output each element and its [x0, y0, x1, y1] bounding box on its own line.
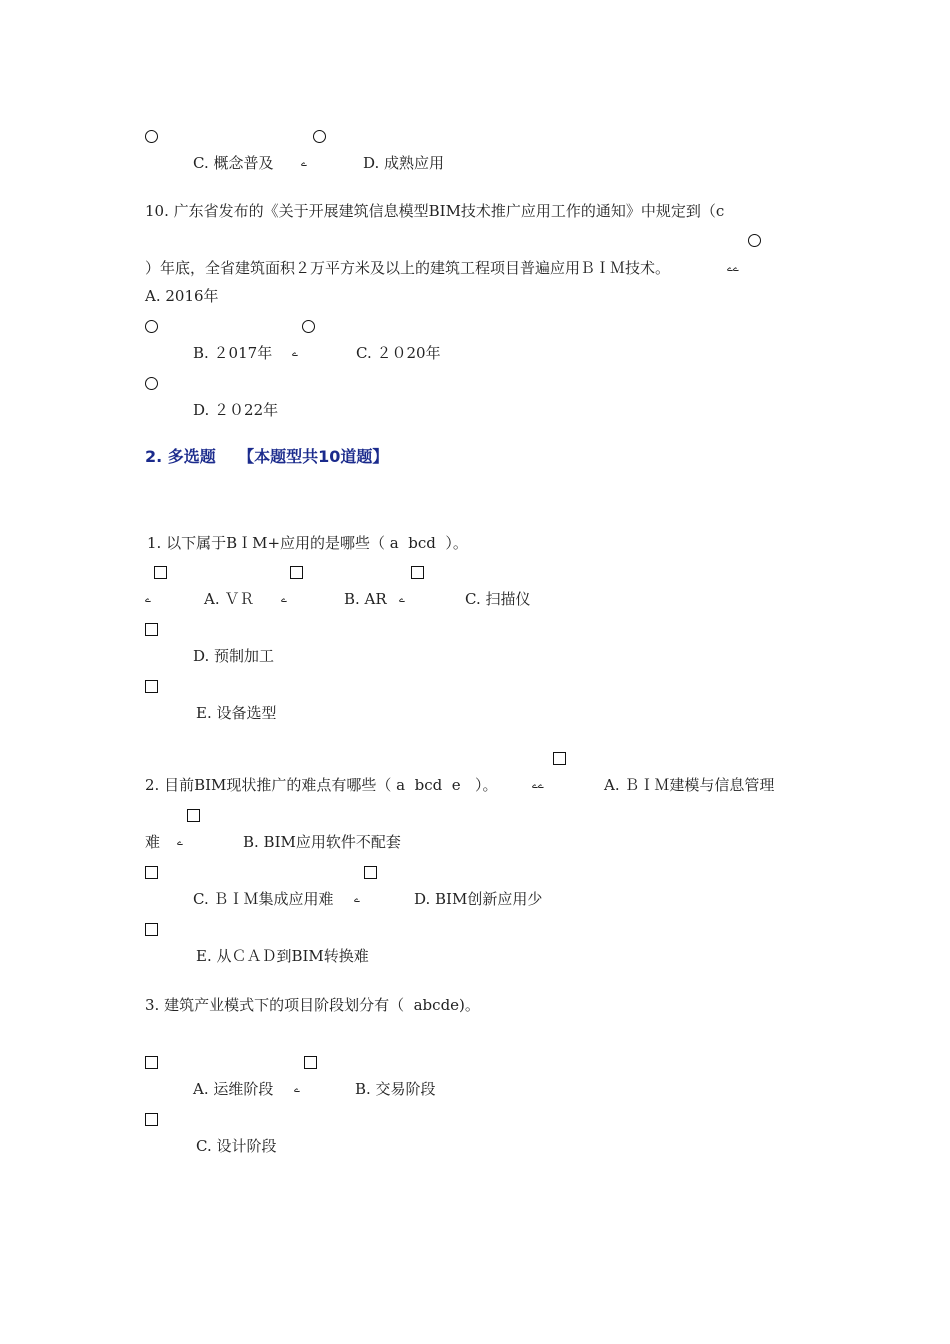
checkbox-mq2-b[interactable] [187, 809, 200, 822]
q10-stem-line2: ）年底，全省建筑面积２万平方米及以上的建筑工程项目普遍应用ＢＩＭ技术。 [145, 259, 671, 277]
mq2-option-a-part2: 难 [145, 833, 161, 851]
mq2-option-c: C. ＢＩＭ集成应用难 [193, 890, 334, 908]
mq1-option-d: D. 预制加工 [193, 647, 275, 665]
mark-glyph: ے [177, 837, 183, 848]
mark-glyph: ےے [727, 263, 739, 274]
mq1-option-c: C. 扫描仪 [465, 590, 531, 608]
mark-glyph: ےے [532, 780, 544, 791]
checkbox-mq1-e[interactable] [145, 680, 158, 693]
section-heading-multi-choice: 2. 多选题 【本题型共10道题】 [145, 447, 389, 466]
checkbox-mq3-b[interactable] [304, 1056, 317, 1069]
q9-option-c: C. 概念普及 [193, 154, 274, 172]
mq2-option-d: D. BIM创新应用少 [414, 890, 543, 908]
mq2-stem: 2. 目前BIM现状推广的难点有哪些（ a bcd e ）。 [145, 776, 498, 794]
mark-glyph: ے [292, 348, 298, 359]
mq3-option-a: A. 运维阶段 [193, 1080, 274, 1098]
mq3-option-b: B. 交易阶段 [355, 1080, 436, 1098]
checkbox-mq2-e[interactable] [145, 923, 158, 936]
radio-q9-d[interactable] [313, 130, 326, 143]
checkbox-mq1-d[interactable] [145, 623, 158, 636]
mq2-option-a-part1: A. ＢＩＭ建模与信息管理 [604, 776, 775, 794]
mark-glyph: ے [301, 158, 307, 169]
checkbox-mq1-b[interactable] [290, 566, 303, 579]
q10-option-d: D. ２０22年 [193, 401, 279, 419]
mark-glyph: ے [145, 594, 151, 605]
checkbox-mq3-c[interactable] [145, 1113, 158, 1126]
radio-q10-d[interactable] [145, 377, 158, 390]
checkbox-mq2-c[interactable] [145, 866, 158, 879]
mq1-option-e: E. 设备选型 [196, 704, 277, 722]
checkbox-mq1-a[interactable] [154, 566, 167, 579]
q10-stem-line1: 10. 广东省发布的《关于开展建筑信息模型BIM技术推广应用工作的通知》中规定到（c [145, 202, 725, 220]
q9-option-d: D. 成熟应用 [363, 154, 445, 172]
radio-q10-b[interactable] [145, 320, 158, 333]
mq3-stem: 3. 建筑产业模式下的项目阶段划分有（ abcde)。 [145, 996, 480, 1014]
checkbox-mq2-d[interactable] [364, 866, 377, 879]
radio-q10-c[interactable] [302, 320, 315, 333]
mq2-option-e: E. 从ＣＡＤ到BIM转换难 [196, 947, 369, 965]
checkbox-mq1-c[interactable] [411, 566, 424, 579]
q10-option-c: C. ２０20年 [356, 344, 441, 362]
radio-q9-c[interactable] [145, 130, 158, 143]
q10-option-a: A. 2016年 [145, 287, 219, 305]
checkbox-mq3-a[interactable] [145, 1056, 158, 1069]
radio-q10-stem[interactable] [748, 234, 761, 247]
checkbox-mq2-a[interactable] [553, 752, 566, 765]
q10-option-b: B. ２017年 [193, 344, 273, 362]
mark-glyph: ے [294, 1084, 300, 1095]
mq1-option-b: B. AR [344, 590, 387, 608]
mark-glyph: ے [399, 594, 405, 605]
mq1-stem: 1. 以下属于BＩM+应用的是哪些（ a bcd ）。 [147, 534, 468, 552]
mark-glyph: ے [354, 894, 360, 905]
mq1-option-a: A. ＶＲ [204, 590, 255, 608]
mq3-option-c: C. 设计阶段 [196, 1137, 277, 1155]
mark-glyph: ے [281, 594, 287, 605]
mq2-option-b: B. BIM应用软件不配套 [243, 833, 401, 851]
